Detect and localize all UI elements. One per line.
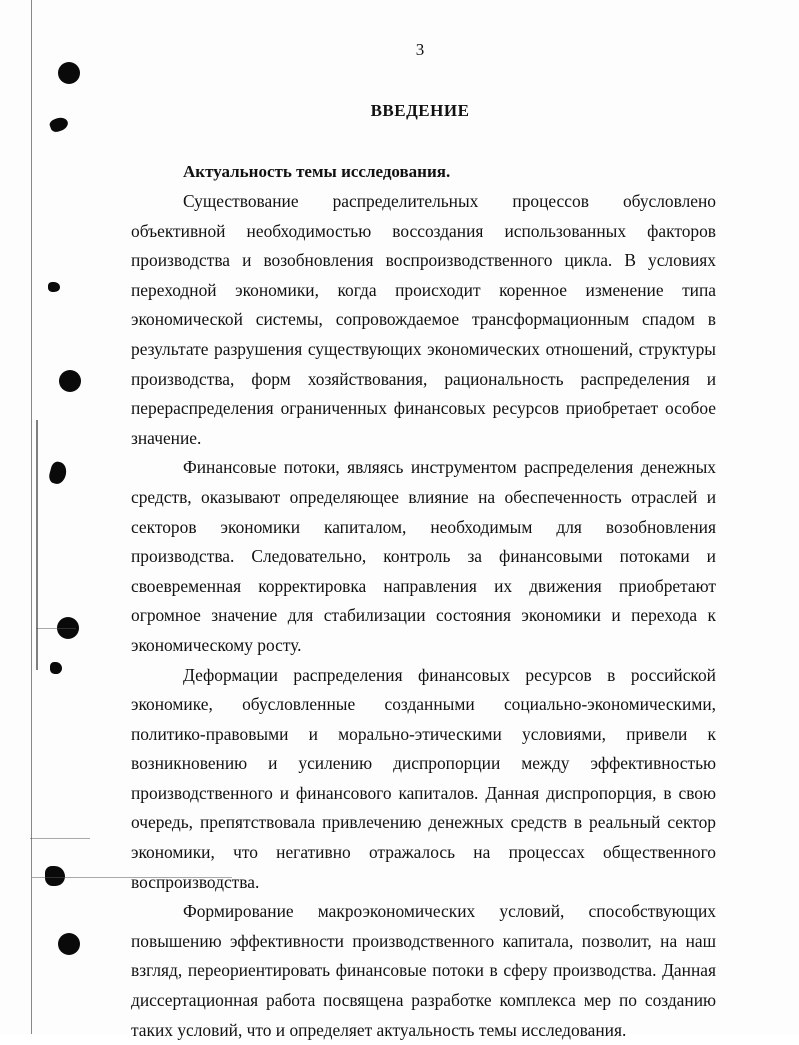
page-number: 3 — [415, 40, 425, 59]
punch-hole-1 — [58, 62, 80, 84]
section-subheading: Актуальность темы исследования. — [183, 162, 451, 181]
paragraph-1: Существование распределительных процессов обусловлено объективной необходимостью воссоздания использованных факторов производства и возобновления воспроизводственного цикла. В условиях переходной экономики, когда происходит коренное изменение типа экономической системы, сопровождаемое трансформационным спадом в результате разрушения существующих экономических отношений, структуры производства, форм хозяйствования, рациональность распределения и перераспределения ограниченных финансовых ресурсов приобретает особое значение. — [131, 191, 716, 448]
punch-hole-4 — [58, 933, 80, 955]
ink-blot-4 — [50, 662, 62, 674]
paragraph-4: Формирование макроэкономических условий, способствующих повышению эффективности производственного капитала, позволит, на наш взгляд, переориентировать финансовые потоки в сферу производства. Данная диссертационная работа посвящена разработке комплекса мер по созданию таких условий, что и определяет актуальность темы исследования. — [131, 901, 716, 1040]
ink-blot-2 — [48, 282, 60, 292]
paragraph-2: Финансовые потоки, являясь инструментом распределения денежных средств, оказывают определяющее влияние на обеспеченность отраслей и секторов экономики капиталом, необходимым для возобновления производства. Следовательно, контроль за финансовыми потоками и своевременная корректировка направления их движения приобретают огромное значение для стабилизации состояния экономики и перехода к экономическому росту. — [131, 457, 716, 655]
paragraph-3: Деформации распределения финансовых ресурсов в российской экономике, обусловленные созданными социально-экономическими, политико-правовыми и морально-этическими условиями, привели к возникновению и усилению диспропорции между эффективностью производственного и финансового капиталов. Данная диспропорция, в свою очередь, препятствовала привлечению денежных средств в реальный сектор экономики, что негативно отражалось на процессах общественного воспроизводства. — [131, 664, 716, 892]
scan-margin-line — [31, 0, 32, 1034]
page-title: ВВЕДЕНИЕ — [370, 101, 470, 120]
punch-hole-2 — [59, 370, 81, 392]
scan-scratch-3 — [36, 628, 76, 629]
ink-blot-5 — [45, 866, 65, 886]
body-text — [131, 187, 716, 1045]
scan-binding-mark — [36, 420, 38, 670]
ink-blot-3 — [47, 460, 68, 485]
scan-scratch-1 — [30, 838, 90, 839]
